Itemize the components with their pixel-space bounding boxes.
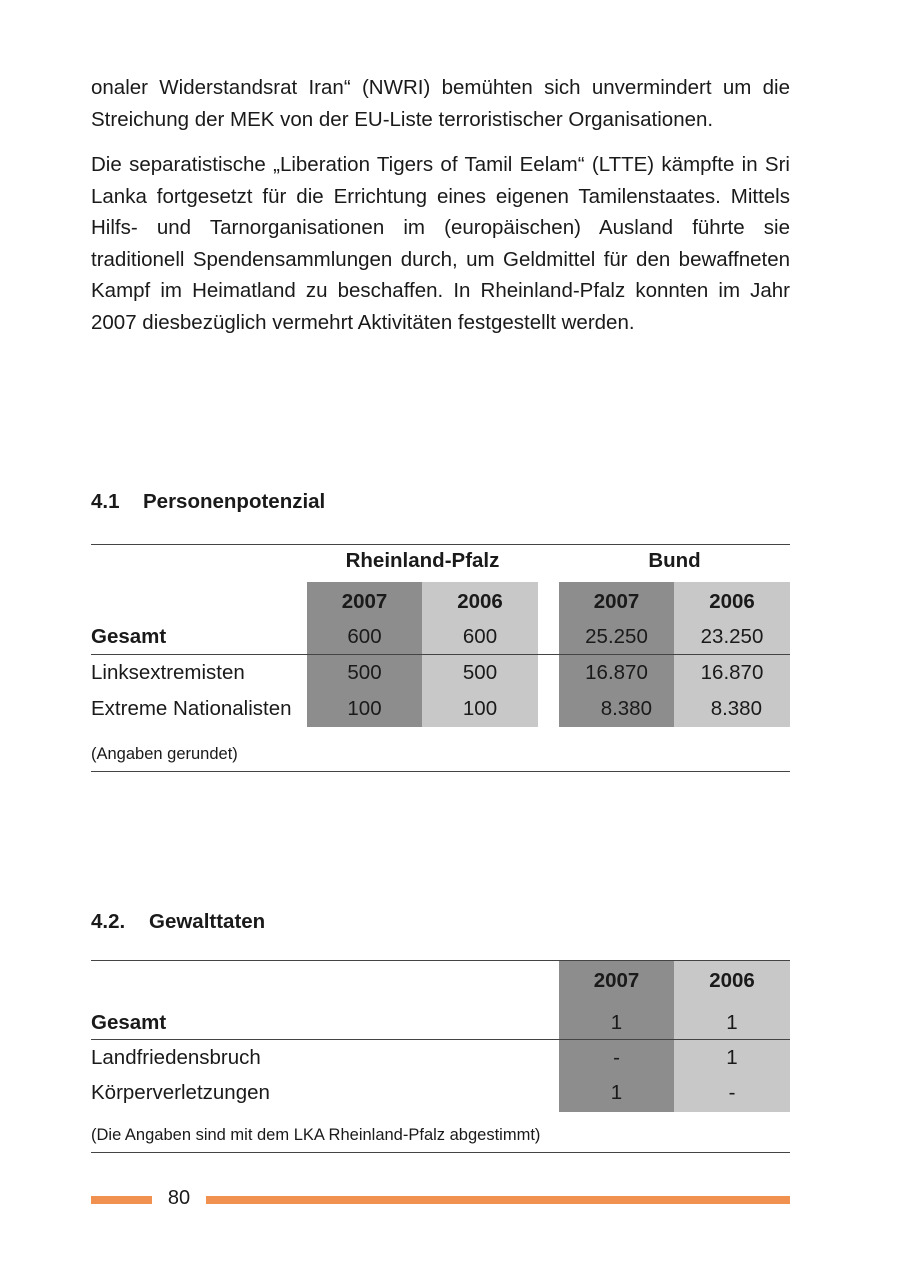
table-note: (Angaben gerundet) <box>91 745 238 763</box>
table-cell: 600 <box>462 625 498 648</box>
table-cell: 16.870 <box>585 661 648 684</box>
table-cell: 500 <box>462 661 498 684</box>
table-cell: 100 <box>462 697 498 720</box>
year-header: 2007 <box>341 590 388 613</box>
table-cell: 1 <box>610 1081 623 1104</box>
paragraph-ltte: Die separatistische „Liberation Tigers of Tamil Eelam“ (LTTE) kämpfte in Sri Lanka fortgesetzt für die Errichtung eines eigenen Tamilenstaates. Mittels Hilfs- und Tarnorganisationen im (europäischen) Ausland führte sie traditionell Spendensammlungen durch, um Geldmittel für den bewaffneten Kampf im Heimatland zu beschaffen. In Rheinland-Pfalz konnten im Jahr 2007 diesbezüglich vermehrt Aktivitäten festgestellt werden. <box>91 153 790 334</box>
row-label-linksextremisten: Linksextremisten <box>91 661 245 684</box>
row-label-gesamt: Gesamt <box>91 1011 167 1034</box>
section-heading-gewalttaten <box>91 910 265 934</box>
footer-accent-bar-left <box>91 1196 152 1204</box>
table-cell: - <box>728 1081 736 1104</box>
page-number: 80 <box>167 1187 191 1209</box>
table-cell: 1 <box>610 1011 623 1034</box>
section-title: Personenpotenzial <box>143 490 326 513</box>
row-label-koerperverletzungen: Körperverletzungen <box>91 1081 270 1104</box>
paragraph-nwri: onaler Widerstandsrat Iran“ (NWRI) bemühten sich unvermindert um die Streichung der MEK von der EU-Liste terroristischer Organisationen. <box>91 76 790 131</box>
table-cell: 500 <box>347 661 382 684</box>
table-cell: 600 <box>347 625 382 648</box>
table-cell: 100 <box>347 697 382 720</box>
table-cell: 1 <box>726 1046 738 1069</box>
row-label-gesamt: Gesamt <box>91 625 167 648</box>
year-header: 2007 <box>593 590 640 613</box>
group-header-bund: Bund <box>648 549 701 572</box>
section-heading-personenpotenzial <box>91 490 325 514</box>
table-cell: - <box>613 1046 620 1069</box>
row-label-extreme-nationalisten: Extreme Nationalisten <box>91 697 292 720</box>
row-label-landfriedensbruch: Landfriedensbruch <box>91 1046 261 1069</box>
year-header: 2007 <box>593 969 640 992</box>
year-header: 2006 <box>709 590 755 613</box>
table-cell: 8.380 <box>600 697 652 720</box>
table-cell: 25.250 <box>585 625 648 648</box>
footer-accent-bar-right <box>206 1196 790 1204</box>
section-number: 4.1 <box>91 490 120 513</box>
table-cell: 8.380 <box>710 697 762 720</box>
table-cell: 23.250 <box>700 625 764 648</box>
section-title: Gewalttaten <box>149 910 266 933</box>
table-cell: 16.870 <box>700 661 764 684</box>
table-note: (Die Angaben sind mit dem LKA Rheinland-Pfalz abgestimmt) <box>91 1126 541 1144</box>
table-bottom-rule <box>91 771 790 772</box>
table-cell: 1 <box>726 1011 738 1034</box>
year-header: 2006 <box>709 969 755 992</box>
table-bottom-rule <box>91 1152 790 1153</box>
section-number: 4.2. <box>91 910 126 933</box>
year-header: 2006 <box>457 590 503 613</box>
group-header-rheinland-pfalz: Rheinland-Pfalz <box>345 549 500 572</box>
